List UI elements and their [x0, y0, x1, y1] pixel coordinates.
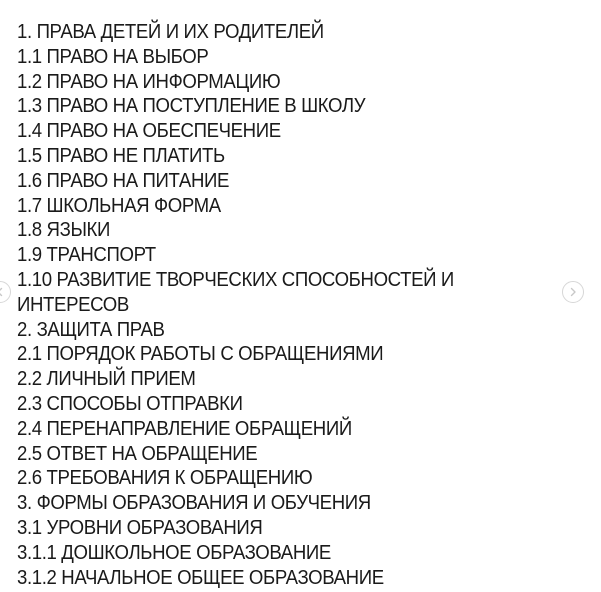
toc-line: 2.4 ПЕРЕНАПРАВЛЕНИЕ ОБРАЩЕНИЙ: [17, 417, 352, 440]
toc-line: ИНТЕРЕСОВ: [17, 293, 129, 316]
toc-line: 1.5 ПРАВО НЕ ПЛАТИТЬ: [17, 144, 225, 167]
carousel-next-button[interactable]: [562, 281, 584, 303]
toc-line: 1.7 ШКОЛЬНАЯ ФОРМА: [17, 194, 221, 217]
chevron-left-icon: [0, 287, 5, 297]
toc-line: 2. ЗАЩИТА ПРАВ: [17, 318, 165, 341]
toc-line: 1.4 ПРАВО НА ОБЕСПЕЧЕНИЕ: [17, 120, 281, 143]
toc-line: 1.2 ПРАВО НА ИНФОРМАЦИЮ: [17, 70, 281, 93]
toc-line: 1. ПРАВА ДЕТЕЙ И ИХ РОДИТЕЛЕЙ: [17, 21, 324, 43]
toc-line: 2.5 ОТВЕТ НА ОБРАЩЕНИЕ: [17, 442, 258, 465]
toc-line: 3. ФОРМЫ ОБРАЗОВАНИЯ И ОБУЧЕНИЯ: [17, 492, 371, 515]
toc-line: 2.3 СПОСОБЫ ОТПРАВКИ: [17, 392, 243, 415]
toc-line: 3.1.1 ДОШКОЛЬНОЕ ОБРАЗОВАНИЕ: [17, 541, 331, 564]
toc-line: 1.10 РАЗВИТИЕ ТВОРЧЕСКИХ СПОСОБНОСТЕЙ И: [17, 268, 454, 291]
toc-line: 1.1 ПРАВО НА ВЫБОР: [17, 45, 209, 68]
toc-line: 2.1 ПОРЯДОК РАБОТЫ С ОБРАЩЕНИЯМИ: [17, 343, 384, 366]
toc-line: 1.3 ПРАВО НА ПОСТУПЛЕНИЕ В ШКОЛУ: [17, 95, 366, 118]
chevron-right-icon: [568, 287, 578, 297]
toc-line: 1.8 ЯЗЫКИ: [17, 219, 111, 242]
toc-line: 3.1 УРОВНИ ОБРАЗОВАНИЯ: [17, 516, 263, 539]
toc-line: 2.6 ТРЕБОВАНИЯ К ОБРАЩЕНИЮ: [17, 467, 313, 490]
table-of-contents: [17, 20, 577, 590]
carousel-prev-button[interactable]: [0, 281, 11, 303]
toc-line: 1.6 ПРАВО НА ПИТАНИЕ: [17, 169, 230, 192]
toc-line: 2.2 ЛИЧНЫЙ ПРИЕМ: [17, 368, 196, 391]
toc-line: 3.1.2 НАЧАЛЬНОЕ ОБЩЕЕ ОБРАЗОВАНИЕ: [17, 566, 384, 589]
toc-line: 1.9 ТРАНСПОРТ: [17, 244, 156, 267]
